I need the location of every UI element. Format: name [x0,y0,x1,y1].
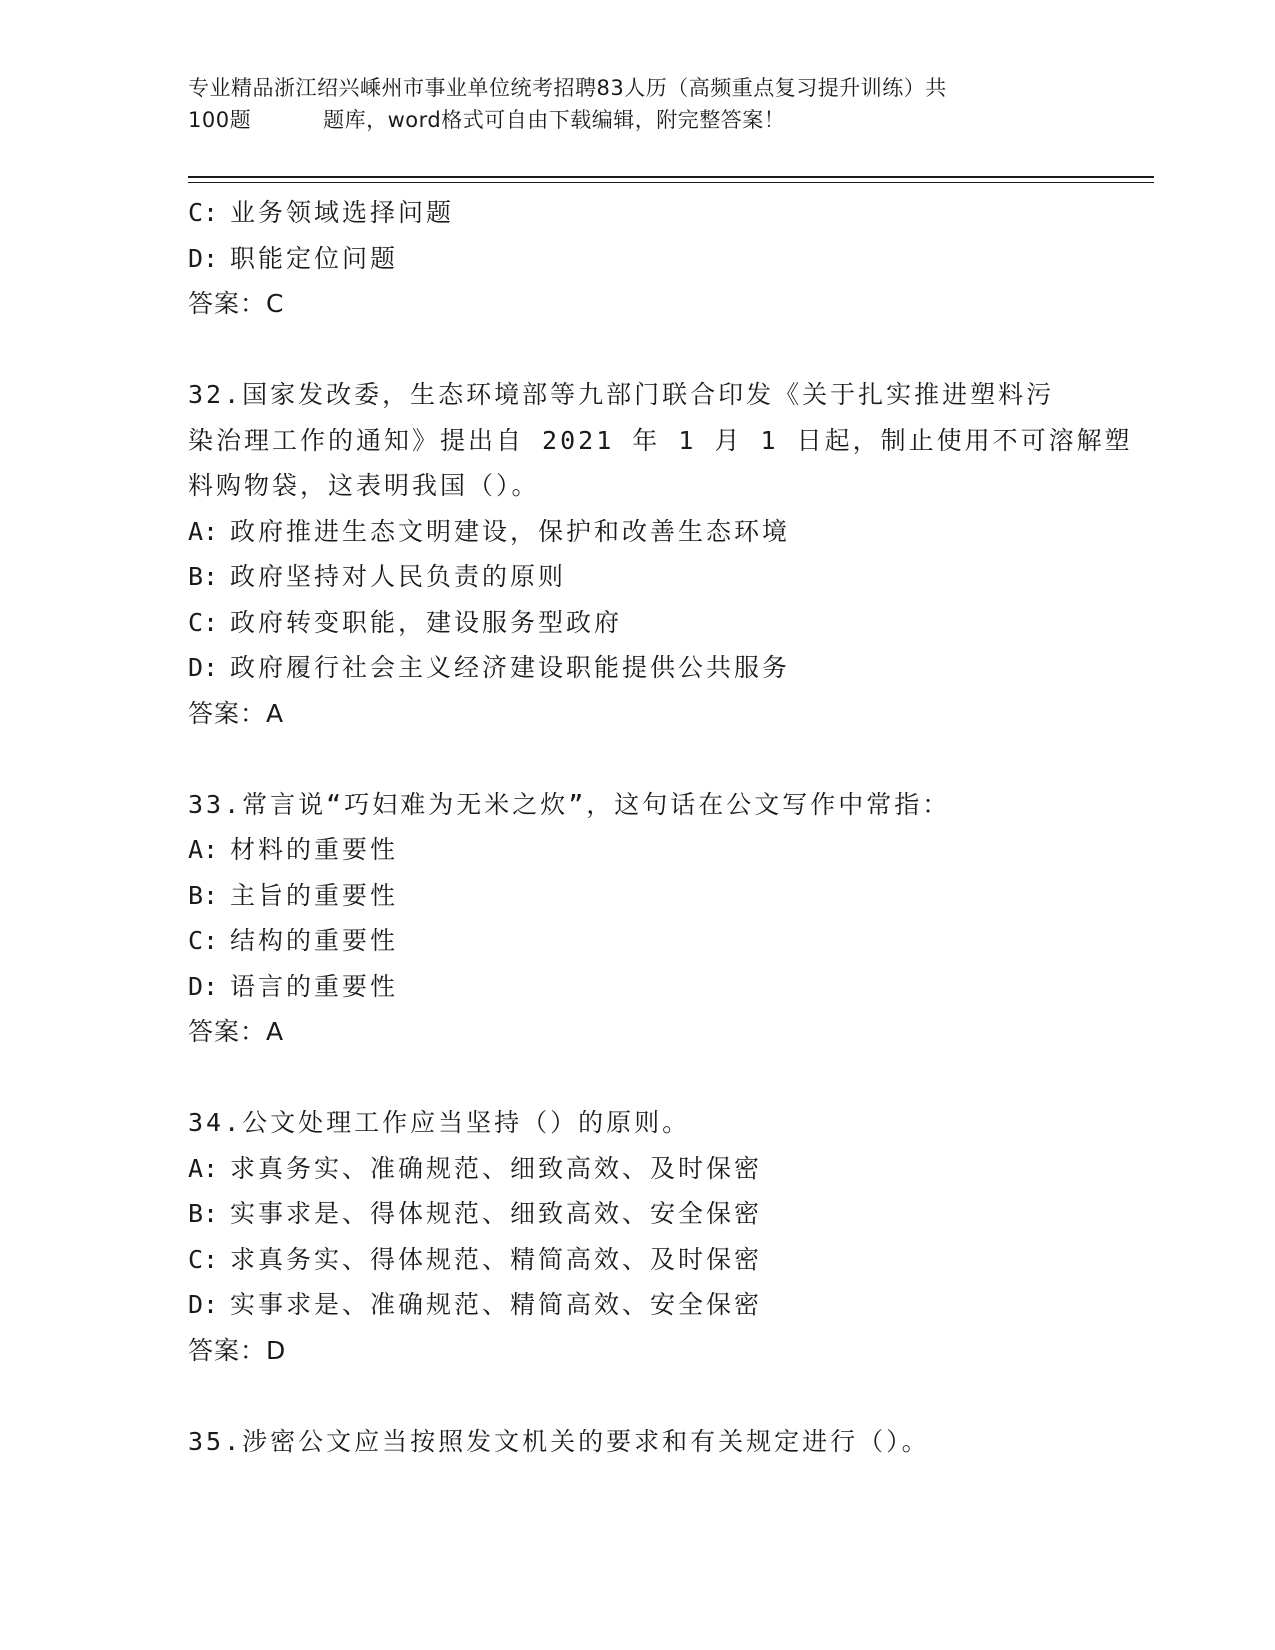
option-letter: C: [188,198,219,227]
option-text: 结构的重要性 [230,926,399,955]
option-row [188,1282,1088,1328]
answer-line: 答案：D [188,1335,287,1365]
answer-line: 答案：A [188,1017,285,1046]
header-line-1: 专业精品浙江绍兴嵊州市事业单位统考招聘83人历（高频重点复习提升训练）共 [188,76,947,100]
option-text: 政府履行社会主义经济建设职能提供公共服务 [230,653,791,682]
document-body [188,190,1133,1464]
option-row [188,827,1088,873]
option-row [188,873,1088,919]
option-letter: B: [188,880,219,910]
option-row [188,509,1088,555]
option-text: 主旨的重要性 [230,880,399,910]
option-text: 求真务实、得体规范、精简高效、及时保密 [230,1244,763,1274]
question-32-line-2: 染治理工作的通知》提出自 2021 年 1 月 1 日起，制止使用不可溶解塑 [188,425,1133,455]
question-33-line-1: 33.常言说“巧妇难为无米之炊”，这句话在公文写作中常指： [188,789,951,819]
header-line-2-part-1: 100题 [188,108,252,132]
page-header [188,72,1088,136]
option-text: 材料的重要性 [230,835,399,864]
option-text: 求真务实、准确规范、细致高效、及时保密 [230,1153,763,1183]
option-text: 实事求是、得体规范、细致高效、安全保密 [230,1199,763,1228]
option-text: 实事求是、准确规范、精简高效、安全保密 [230,1290,763,1319]
option-text: 业务领域选择问题 [230,198,455,227]
option-row [188,190,1088,236]
option-letter: D: [188,971,219,1001]
option-letter: D: [188,653,219,682]
option-letter: D: [188,1290,219,1319]
header-line-2-part-2: 题库，word格式可自由下载编辑，附完整答案！ [323,108,786,132]
option-letter: B: [188,1199,219,1228]
option-row [188,1237,1088,1283]
option-letter: A: [188,516,219,546]
option-row [188,554,1088,600]
option-letter: D: [188,243,219,273]
option-text: 语言的重要性 [230,971,399,1001]
option-row [188,1191,1088,1237]
option-text: 职能定位问题 [230,243,399,273]
option-row [188,600,1088,646]
option-row [188,645,1088,691]
option-row [188,918,1088,964]
option-row [188,236,1088,282]
answer-line: 答案：A [188,698,285,728]
question-35-line-1: 35.涉密公文应当按照发文机关的要求和有关规定进行（）。 [188,1426,930,1456]
option-letter: A: [188,835,219,864]
option-letter: C: [188,1244,219,1274]
answer-line: 答案：C [188,289,285,318]
header-divider-thin [188,182,1154,183]
header-divider-thick [188,176,1154,178]
option-letter: C: [188,607,219,637]
option-row [188,1146,1088,1192]
question-32-line-1: 32.国家发改委，生态环境部等九部门联合印发《关于扎实推进塑料污 [188,380,1055,409]
option-row [188,964,1088,1010]
option-text: 政府转变职能，建设服务型政府 [230,607,623,637]
option-text: 政府坚持对人民负责的原则 [230,562,567,591]
option-text: 政府推进生态文明建设，保护和改善生态环境 [230,516,791,546]
option-letter: B: [188,562,219,591]
option-letter: A: [188,1153,219,1183]
question-32-line-3: 料购物袋，这表明我国（）。 [188,471,540,500]
question-34-line-1: 34.公文处理工作应当坚持（）的原则。 [188,1108,691,1137]
header-line-2 [188,104,1088,136]
option-letter: C: [188,926,219,955]
